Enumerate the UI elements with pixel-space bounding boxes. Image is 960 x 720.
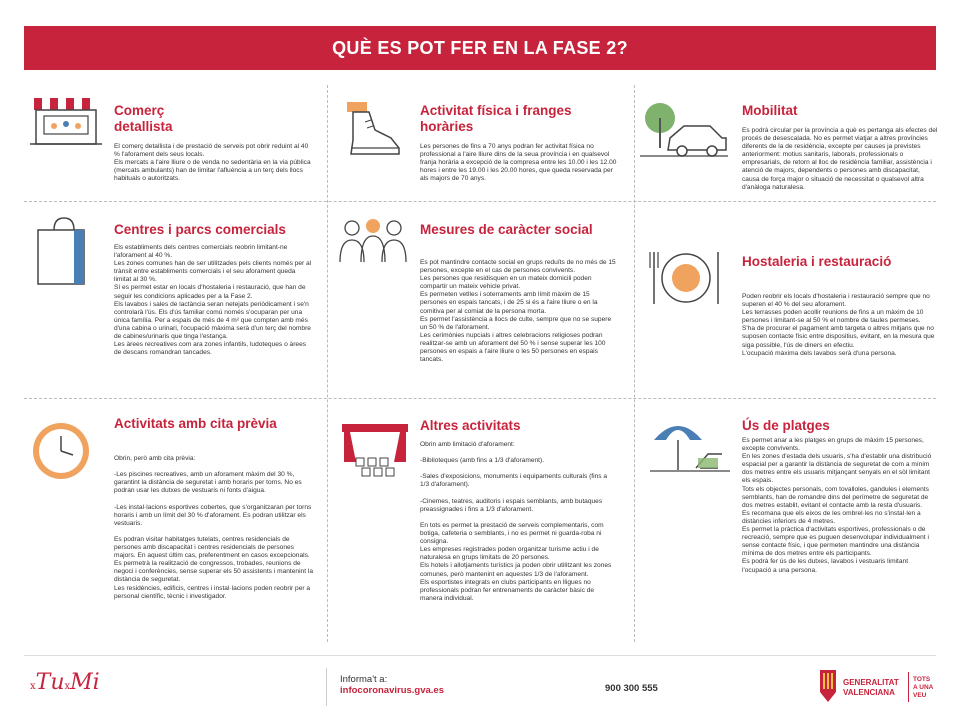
- tu-x-mi-logo: [30, 670, 100, 695]
- list-item: -Les instal·lacions esportives cobertes, que s'organitzaran per torns horaris i amb un límit del 30 % d'aforament. Es podran utilitzar els vestuaris.: [114, 503, 312, 527]
- body-paragraph: Les terrasses poden acollir reunions de fins a un màxim de 10 persones i limitant-se al 50 % el nombre de taules permeses.: [742, 309, 924, 325]
- body-paragraph: En les zones d'estada dels usuaris, s'ha d'establir una distribució espacial per a garantir la distància de seguretat de com a mínim dos metres entre els usuaris mitjançant senyals en el sòl limitant els espais.: [742, 453, 932, 485]
- section-body-hostaleria: [742, 293, 938, 358]
- body-paragraph: Els lavabos i sales de lactància seran netejats periòdicament i se'n controlarà l'ús. Els d'ús familiar comú només s'ocuparan per una única família. Per a espais de més de 4 m² que compten amb més d'una cabina o urinari, l'ocupació màxima serà d'un terç del nombre de cabines/urinaris que tinga l'estança.: [114, 300, 311, 341]
- list-item: -Cinemes, teatres, auditoris i espais semblants, amb butaques preassignades i fins a 1/3 d'aforament.: [420, 497, 603, 513]
- section-title-altres: Altres activitats: [420, 418, 521, 433]
- body-paragraph: Sí es permet estar en locals d'hostaleria i restauració, que han de seguir les condicions aplicades per a la Fase 2.: [114, 284, 306, 300]
- column-divider: [634, 85, 635, 642]
- body-paragraph: S'ha de procurar el pagament amb targeta o altres mitjans que no suposen contacte físic entre dispositius, evitant, en la mesura que siga possible, l'ús de diners en efectiu.: [742, 325, 935, 349]
- phone-number[interactable]: 900 300 555: [605, 683, 658, 694]
- tots-line: TOTS: [913, 676, 931, 683]
- logo-mi: Mi: [70, 670, 100, 695]
- section-title-activitat-fisica: Activitat física i franges horàries: [420, 103, 572, 134]
- column-divider: [327, 85, 328, 642]
- body-paragraph: Les persones que residisquen en un mateix domicili poden compartir un mateix vehicle privat.: [420, 275, 592, 291]
- body-paragraph: Les zones comunes han de ser utilitzades pels clients només per al trànsit entre establiments comercials i el seu aforament queda limitat al 30 %.: [114, 260, 312, 284]
- section-body-mobilitat: [742, 127, 938, 192]
- body-paragraph: Es podrà circular per la província a què es pertanga als efectes del procés de desescalada. No es permet viatjar a altres províncies diferents de la de residència, excepte per causes ja previstes anteriorment: motius sanitaris, laborals, professionals o empresarials, de retorn al lloc de residència familiar, assistència i atenció de majors, dependents o persones amb discapacitat, causa de força major o situació de necessitat o qualsevol altra d'anàloga naturalesa.: [742, 127, 938, 191]
- section-title-hostaleria: Hostaleria i restauració: [742, 254, 892, 269]
- tots-line: VEU: [913, 692, 927, 699]
- shop-icon: [30, 98, 102, 151]
- body-paragraph: L'ocupació màxima dels lavabos serà d'una persona.: [742, 349, 897, 357]
- section-title-comerc: Comerç detallista: [114, 103, 173, 134]
- body-paragraph: Els establiments dels centres comercials reobrin limitant-ne l'aforament al 40 %.: [114, 244, 288, 260]
- body-paragraph: Es permet la pràctica d'activitats esportives, professionals o de recreació, sempre que es puguen desenvolupar individualment i sense contacte físic, i que permeten mantindre una distància mínima de dos metres entre els participants.: [742, 526, 929, 558]
- body-paragraph: Es pot mantindre contacte social en grups reduïts de no més de 15 persones, excepte en el cas de persones convivents.: [420, 259, 616, 275]
- plate-cutlery-icon: [648, 250, 724, 311]
- body-paragraph: Les cerimònies nupcials i altres celebracions religioses podran realitzar-se amb un aforament del 50 % i sense superar les 100 persones en espais a l'aire lliure o les 50 persones en espais tancats.: [420, 331, 606, 364]
- body-paragraph: Poden reobrir els locals d'hostaleria i restauració sempre que no superen el 40 % del seu aforament.: [742, 293, 930, 309]
- body-paragraph: Es permet l'assistència a llocs de culte, sempre que no se supere un 50 % de l'aforament.: [420, 315, 612, 331]
- tots-a-una-veu-logo: [913, 676, 933, 700]
- tots-line: A UNA: [913, 684, 934, 691]
- section-body-cita: [114, 455, 314, 601]
- row-divider: [24, 398, 936, 399]
- body-paragraph: Els mercats a l'aire lliure o de venda no sedentària en la via pública (mercats ambulants) han de limitar l'afluència a un terç dels llocs habituals o autoritzats.: [114, 159, 311, 183]
- section-body-activitat-fisica: [420, 143, 618, 183]
- body-paragraph: Els esportistes integrats en clubs participants en lligues no professionals podran fer entrenaments de caràcter bàsic de manera individual.: [420, 578, 595, 602]
- body-paragraph: Tots els objectes personals, com tovalloles, gandules i elements semblants, han de romandre dins del perímetre de seguretat de dos metres establit, evitant el contacte amb la resta d'usuaris.: [742, 485, 929, 509]
- body-paragraph: Les persones de fins a 70 anys podran fer activitat física no professional a l'aire lliure dins de la seua província i en qualsevol franja horària a excepció de la compresa entre les 10.00 i les 12.00 hores i entre les 19.00 i les 20.00 hores, que queda reservada per als majors de 70 anys.: [420, 143, 617, 183]
- informa-block: [340, 674, 444, 696]
- clock-icon: [30, 420, 92, 487]
- logo-x: x: [64, 681, 71, 692]
- section-body-platges: [742, 437, 938, 575]
- row-divider: [24, 201, 936, 202]
- footer-divider: [24, 655, 936, 656]
- section-body-mesures: [420, 259, 618, 364]
- body-paragraph: Els hotels i allotjaments turístics ja poden obrir utilitzant les zones comunes, però mantenint en aquestes 1/3 de l'aforament.: [420, 562, 612, 578]
- sneaker-icon: [343, 100, 405, 165]
- people-group-icon: [338, 216, 408, 269]
- page-title: QUÈ ES POT FER EN LA FASE 2?: [332, 37, 628, 58]
- beach-umbrella-icon: [650, 418, 730, 479]
- body-paragraph: Les residències, edificis, centres i instal·lacions poden reobrir per a personal científic, tècnic i investigador.: [114, 584, 311, 600]
- section-body-centres: [114, 244, 314, 357]
- body-intro: Obrin amb limitació d'aforament:: [420, 441, 515, 448]
- section-body-comerc: [114, 143, 314, 183]
- body-paragraph: Les àrees recreatives com ara zones infantils, ludoteques o àrees de descans romandran tancades.: [114, 341, 307, 357]
- body-paragraph: Es podran visitar habitatges tutelats, centres residencials de persones amb discapacitat i centres residencials de persones majors. En aquest últim cas, preferentment en casos excepcionals.: [114, 535, 310, 560]
- section-body-altres: [420, 441, 618, 603]
- section-title-platges: Ús de platges: [742, 418, 830, 433]
- shopping-bag-icon: [34, 216, 94, 291]
- footer-separator: [908, 672, 909, 702]
- theatre-icon: [340, 422, 410, 483]
- list-item: -Les piscines recreatives, amb un aforament màxim del 30 %, garantint la distància de seguretat i amb horaris per torns. No es podran usar les dutxes de vestuaris ni fonts d'aigua.: [114, 471, 302, 495]
- gva-line: VALENCIANA: [843, 688, 895, 697]
- informa-link[interactable]: infocoronavirus.gva.es: [340, 685, 445, 696]
- informa-label: Informa't a:: [340, 674, 388, 685]
- section-title-mobilitat: Mobilitat: [742, 103, 798, 118]
- gva-line: GENERALITAT: [843, 678, 899, 687]
- gva-emblem-icon: [818, 666, 838, 711]
- footer-separator: [326, 668, 327, 706]
- body-intro: Obrin, però amb cita prèvia:: [114, 455, 196, 462]
- body-paragraph: Es permeten vetlles i soterraments amb límit màxim de 15 persones en espais tancats, i de 25 si és a l'aire lliure o en la comitiva per al comiat de la persona morta.: [420, 291, 598, 315]
- body-paragraph: Es recomana que els eixos de les ombrel·les no s'instal·len a distàncies inferiors de 4 metres.: [742, 509, 921, 525]
- section-title-cita: Activitats amb cita prèvia: [114, 416, 277, 431]
- logo-x: x: [30, 681, 36, 692]
- logo-tu: Tu: [35, 670, 65, 695]
- list-item: -Biblioteques (amb fins a 1/3 d'aforament).: [420, 457, 545, 465]
- gva-logo-text: [843, 678, 899, 698]
- body-paragraph: El comerç detallista i de prestació de serveis pot obrir reduint al 40 % l'aforament dels seus locals.: [114, 143, 309, 159]
- body-paragraph: Es permet anar a les platges en grups de màxim 15 persones, excepte convivents.: [742, 437, 924, 453]
- section-title-centres: Centres i parcs comercials: [114, 222, 286, 237]
- header-banner: [24, 26, 936, 70]
- body-paragraph: Es permetrà la realització de congressos, trobades, reunions de negoci i conferències, sense superar els 50 assistents i mantenint la distància de seguretat.: [114, 560, 314, 584]
- section-title-mesures: Mesures de caràcter social: [420, 222, 593, 237]
- list-item: -Sales d'exposicions, monuments i equipaments culturals (fins a 1/3 d'aforament).: [420, 473, 608, 489]
- body-paragraph: Es podrà fer ús de les dutxes, lavabos i vestuaris limitant l'ocupació a una persona.: [742, 558, 909, 574]
- body-paragraph: Les empreses registrades poden organitzar turisme actiu i de naturalesa en grups limitats de 20 persones.: [420, 546, 599, 562]
- car-tree-icon: [640, 98, 728, 165]
- body-paragraph: En tots es permet la prestació de serveis complementaris, com botiga, cafeteria o semblants, i no es permet ni guarda-roba ni consigna.: [420, 521, 604, 546]
